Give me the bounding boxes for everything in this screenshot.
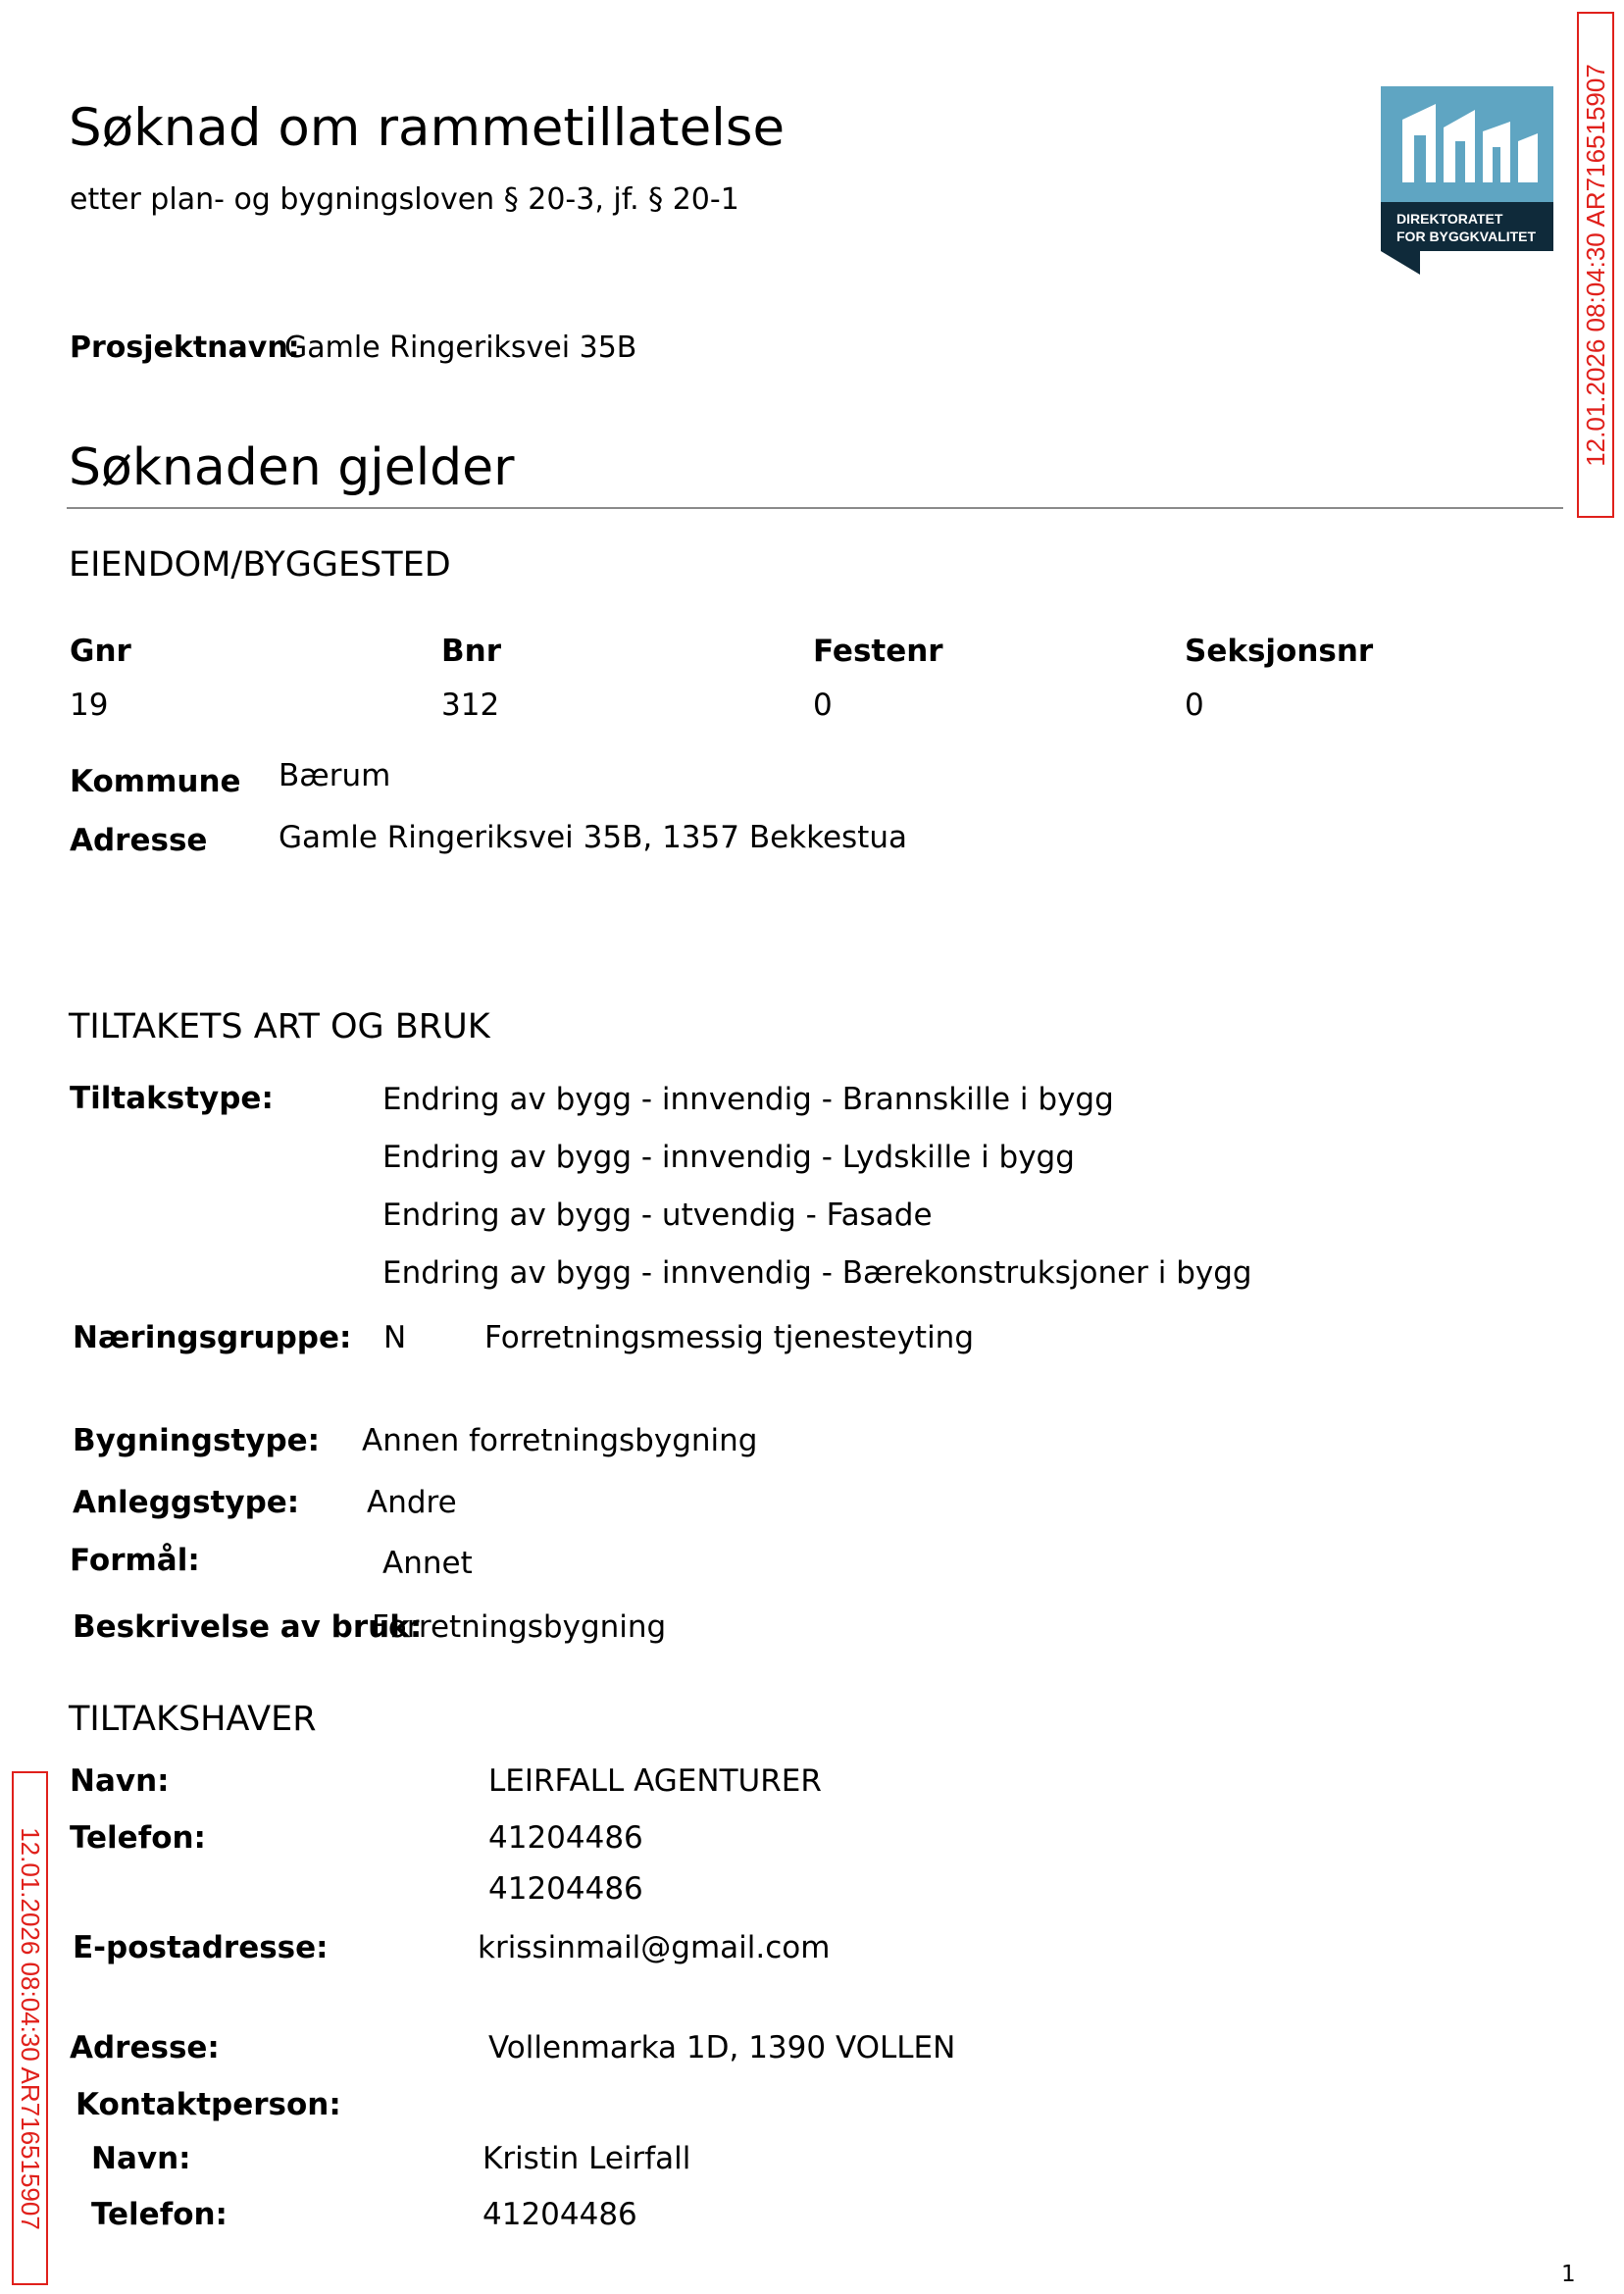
document-title: Søknad om rammetillatelse xyxy=(69,98,786,158)
kontakt-navn-value: Kristin Leirfall xyxy=(482,2141,691,2176)
kontakt-telefon-label: Telefon: xyxy=(91,2197,228,2232)
page-number: 1 xyxy=(1561,2262,1576,2287)
kommune-label: Kommune xyxy=(70,764,241,799)
tiltakstype-item: Endring av bygg - innvendig - Bærekonstruksjoner i bygg xyxy=(382,1255,1252,1291)
naeringsgruppe-value: Forretningsmessig tjenesteyting xyxy=(484,1320,975,1355)
dibk-logo xyxy=(1381,86,1553,275)
tiltak-heading: TILTAKETS ART OG BRUK xyxy=(69,1007,490,1046)
project-name-label: Prosjektnavn: xyxy=(70,331,300,365)
document-subtitle: etter plan- og bygningsloven § 20-3, jf. § 20-1 xyxy=(70,182,739,217)
section-divider xyxy=(67,507,1563,509)
logo-text-line2: FOR BYGGKVALITET xyxy=(1396,229,1537,244)
adresse-value: Gamle Ringeriksvei 35B, 1357 Bekkestua xyxy=(279,820,907,855)
tiltakshaver-adresse-label: Adresse: xyxy=(70,2030,220,2065)
project-name-value: Gamle Ringeriksvei 35B xyxy=(284,331,637,365)
formal-label: Formål: xyxy=(70,1543,200,1578)
date-stamp-top xyxy=(1577,12,1614,518)
bygningstype-value: Annen forretningsbygning xyxy=(362,1423,758,1458)
section-heading: Søknaden gjelder xyxy=(69,438,515,497)
naeringsgruppe-code: N xyxy=(383,1320,407,1355)
tiltakshaver-telefon-value: 41204486 xyxy=(488,1871,643,1907)
date-stamp-text: 12.01.2026 08:04:30 AR716515907 xyxy=(16,1826,46,2230)
tiltakstype-item: Endring av bygg - utvendig - Fasade xyxy=(382,1198,933,1233)
seksjonsnr-value: 0 xyxy=(1185,688,1204,723)
date-stamp-side xyxy=(12,1771,48,2285)
kontaktperson-label: Kontaktperson: xyxy=(76,2087,341,2122)
kontakt-navn-label: Navn: xyxy=(91,2141,191,2176)
tiltakshaver-telefon-value: 41204486 xyxy=(488,1820,643,1856)
tiltakstype-item: Endring av bygg - innvendig - Brannskille i bygg xyxy=(382,1082,1114,1117)
kommune-value: Bærum xyxy=(279,758,391,793)
date-stamp-text: 12.01.2026 08:04:30 AR716515907 xyxy=(1580,63,1610,467)
tiltakstype-item: Endring av bygg - innvendig - Lydskille i bygg xyxy=(382,1140,1075,1175)
festenr-label: Festenr xyxy=(813,634,943,669)
beskrivelse-label: Beskrivelse av bruk: xyxy=(73,1609,423,1645)
bnr-value: 312 xyxy=(441,688,500,723)
bnr-label: Bnr xyxy=(441,634,501,669)
dibk-logo-graphic xyxy=(1381,86,1553,275)
beskrivelse-value: Forretningsbygning xyxy=(372,1609,667,1645)
tiltakshaver-telefon-label: Telefon: xyxy=(70,1820,206,1856)
tiltakstype-label: Tiltakstype: xyxy=(70,1081,274,1116)
tiltakshaver-navn-value: LEIRFALL AGENTURER xyxy=(488,1763,822,1799)
tiltakshaver-adresse-value: Vollenmarka 1D, 1390 VOLLEN xyxy=(488,2030,956,2065)
kontakt-telefon-value: 41204486 xyxy=(482,2197,637,2232)
tiltakshaver-epost-label: E-postadresse: xyxy=(73,1930,329,1965)
formal-value: Annet xyxy=(382,1546,473,1581)
festenr-value: 0 xyxy=(813,688,833,723)
eiendom-heading: EIENDOM/BYGGESTED xyxy=(69,545,451,585)
adresse-label: Adresse xyxy=(70,823,208,858)
gnr-label: Gnr xyxy=(70,634,131,669)
tiltakshaver-heading: TILTAKSHAVER xyxy=(69,1700,317,1739)
gnr-value: 19 xyxy=(70,688,109,723)
anleggstype-label: Anleggstype: xyxy=(73,1485,300,1520)
naeringsgruppe-label: Næringsgruppe: xyxy=(73,1320,352,1355)
tiltakshaver-navn-label: Navn: xyxy=(70,1763,170,1799)
anleggstype-value: Andre xyxy=(367,1485,457,1520)
logo-text-line1: DIREKTORATET xyxy=(1396,211,1503,227)
seksjonsnr-label: Seksjonsnr xyxy=(1185,634,1374,669)
tiltakshaver-epost-value: krissinmail@gmail.com xyxy=(478,1930,831,1965)
bygningstype-label: Bygningstype: xyxy=(73,1423,321,1458)
